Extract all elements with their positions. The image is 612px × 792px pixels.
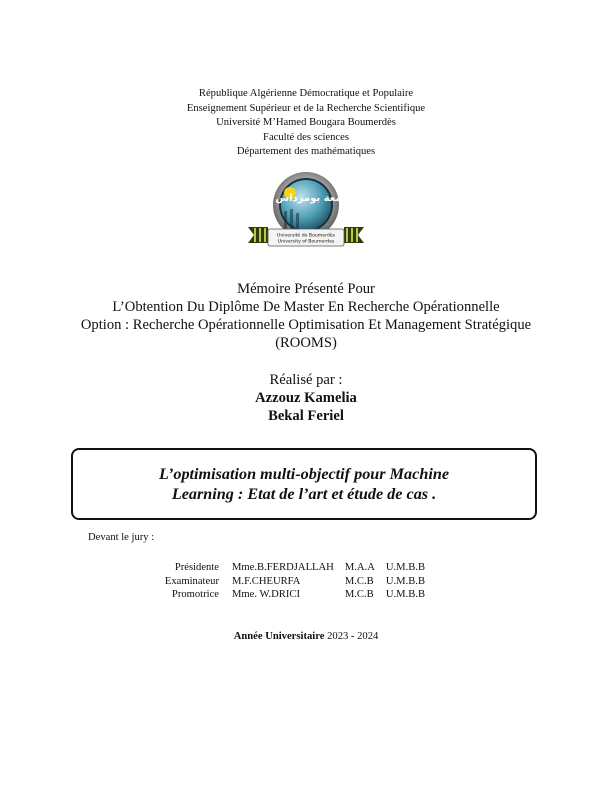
table-row bbox=[148, 575, 428, 589]
author-name: Bekal Feriel bbox=[268, 408, 344, 424]
thesis-title-box bbox=[71, 448, 537, 520]
jury-grade: M.C.B bbox=[344, 589, 374, 600]
header-line-ministry: Enseignement Supérieur et de la Recherche Scientifique bbox=[186, 102, 426, 114]
jury-grade: M.C.B bbox=[344, 575, 374, 587]
header-line-faculty: Faculté des sciences bbox=[263, 131, 349, 143]
institution-header bbox=[0, 87, 612, 160]
jury-name: Mme.B.FERDJALLAH bbox=[232, 562, 334, 573]
jury-institution: U.M.B.B bbox=[385, 589, 426, 600]
realise-label: Réalisé par : bbox=[269, 372, 343, 388]
jury-name: M.F.CHEURFA bbox=[232, 575, 301, 587]
header-line-department: Département des mathématiques bbox=[236, 146, 376, 158]
academic-year bbox=[0, 631, 612, 642]
jury-table bbox=[148, 561, 428, 602]
memoire-block bbox=[60, 280, 552, 352]
table-row bbox=[148, 588, 428, 602]
jury-label: Devant le jury : bbox=[88, 532, 155, 543]
thesis-title-line2: Learning : Etat de l’art et étude de cas . bbox=[171, 485, 437, 503]
university-logo bbox=[248, 171, 364, 255]
jury-role: Présidente bbox=[174, 562, 219, 573]
table-row bbox=[148, 561, 428, 575]
memoire-line1: Mémoire Présenté Pour bbox=[237, 281, 375, 297]
jury-institution: U.M.B.B bbox=[385, 575, 426, 587]
logo-banner-line2: University of Boumerdes bbox=[277, 239, 335, 245]
logo-arabic-text: جامعة بومرداس bbox=[275, 193, 353, 204]
jury-grade: M.A.A bbox=[344, 562, 375, 573]
logo-banner-line1: Université de Boumerdès bbox=[276, 233, 336, 239]
author-name: Azzouz Kamelia bbox=[255, 390, 357, 406]
academic-year-label: Année Universitaire bbox=[233, 631, 325, 642]
jury-name: Mme. W.DRICI bbox=[232, 589, 300, 600]
jury-role: Examinateur bbox=[164, 575, 219, 587]
realise-block bbox=[0, 371, 612, 425]
jury-role: Promotrice bbox=[171, 589, 219, 600]
thesis-title-line1: L’optimisation multi-objectif pour Machine bbox=[158, 465, 450, 483]
jury-institution: U.M.B.B bbox=[385, 562, 426, 573]
header-line-university: Université M’Hamed Bougara Boumerdès bbox=[216, 117, 396, 129]
header-line-republic: République Algérienne Démocratique et Populaire bbox=[198, 88, 414, 99]
academic-year-value: 2023 - 2024 bbox=[327, 631, 379, 642]
memoire-line2: L’Obtention Du Diplôme De Master En Recherche Opérationnelle bbox=[112, 299, 500, 315]
memoire-line3: Option : Recherche Opérationnelle Optimisation Et Management Stratégique (ROOMS) bbox=[80, 317, 532, 351]
thesis-title bbox=[73, 450, 535, 504]
